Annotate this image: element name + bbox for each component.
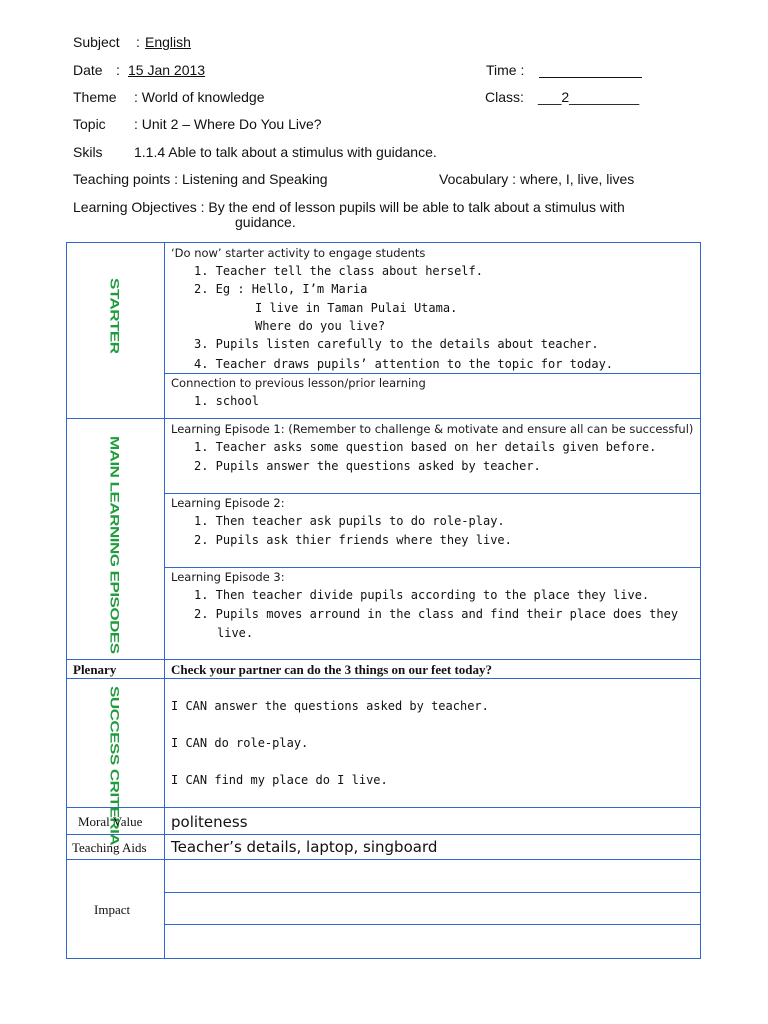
time-label: Time : (486, 62, 525, 78)
success-item: I CAN find my place do I live. (171, 773, 388, 787)
moral-value-label: Moral Value (78, 814, 143, 829)
row-line (66, 859, 701, 860)
list-item: 2. Pupils answer the questions asked by teacher. (194, 459, 541, 473)
theme-label: Theme (73, 89, 117, 105)
teaching-aids-value: Teacher’s details, laptop, singboard (171, 838, 438, 856)
starter-label: STARTER (107, 278, 122, 354)
row-line (66, 678, 701, 679)
date-sep: : (116, 62, 120, 78)
vocabulary: Vocabulary : where, I, live, lives (439, 171, 635, 187)
row-line (66, 834, 701, 835)
list-item: 1. Then teacher ask pupils to do role-play. (194, 514, 505, 528)
row-line (164, 892, 701, 893)
moral-value: politeness (171, 813, 248, 831)
subject-value: English (145, 34, 191, 50)
objectives-line1: Learning Objectives : By the end of lesson pupils will be able to talk about a stimulus with (73, 199, 625, 215)
success-criteria-label: SUCCESS CRITERIA (107, 686, 122, 846)
impact-label: Impact (94, 902, 131, 917)
time-value (539, 62, 642, 78)
date-label: Date (73, 62, 103, 78)
episode2-caption: Learning Episode 2: (171, 496, 285, 510)
list-item: 2. Pupils moves arround in the class and find their place does they (194, 607, 679, 621)
teaching-aids-label: Teaching Aids (72, 840, 147, 855)
connection-caption: Connection to previous lesson/prior learning (171, 376, 426, 390)
row-line (164, 373, 701, 374)
row-line (66, 659, 701, 660)
episode3-caption: Learning Episode 3: (171, 570, 285, 584)
skills-value: 1.1.4 Able to talk about a stimulus with guidance. (134, 144, 437, 160)
list-item: 1. school (194, 394, 260, 408)
success-item: I CAN do role-play. (171, 736, 309, 750)
row-line (164, 924, 701, 925)
row-line (66, 807, 701, 808)
list-item: 1. Then teacher divide pupils according to the place they live. (194, 588, 650, 602)
list-item: 3. Pupils listen carefully to the details about teacher. (194, 337, 599, 351)
topic-value: : Unit 2 – Where Do You Live? (134, 116, 322, 132)
list-item: Where do you live? (255, 319, 386, 333)
starter-caption: ‘Do now’ starter activity to engage students (171, 246, 426, 260)
topic-label: Topic (73, 116, 106, 132)
plenary-label: Plenary (73, 662, 117, 677)
row-line (164, 567, 701, 568)
class-value: ___2_________ (538, 89, 640, 105)
class-label: Class: (485, 89, 524, 105)
teaching-points: Teaching points : Listening and Speaking (73, 171, 328, 187)
list-item: 2. Eg : Hello, I’m Maria (194, 282, 368, 296)
row-line (164, 493, 701, 494)
episode1-caption: Learning Episode 1: (Remember to challenge & motivate and ensure all can be successful) (171, 422, 694, 436)
success-item: I CAN answer the questions asked by teacher. (171, 699, 489, 713)
skills-label: Skils (73, 144, 103, 160)
objectives-line2: guidance. (235, 214, 296, 230)
list-item: 4. Teacher draws pupils’ attention to the topic for today. (194, 357, 614, 371)
list-item: 1. Teacher asks some question based on her details given before. (194, 440, 657, 454)
main-episodes-label: MAIN LEARNING EPISODES (107, 436, 122, 654)
subject-label: Subject (73, 34, 120, 50)
subject-sep: : (136, 34, 140, 50)
list-item: 1. Teacher tell the class about herself. (194, 264, 483, 278)
list-item: 2. Pupils ask thier friends where they live. (194, 533, 512, 547)
theme-value: : World of knowledge (134, 89, 265, 105)
list-item: I live in Taman Pulai Utama. (255, 301, 458, 315)
list-item: live. (217, 626, 254, 640)
column-divider (164, 242, 165, 959)
plenary-text: Check your partner can do the 3 things on our feet today? (171, 662, 493, 677)
date-value: 15 Jan 2013 (128, 62, 206, 78)
row-line (66, 418, 701, 419)
